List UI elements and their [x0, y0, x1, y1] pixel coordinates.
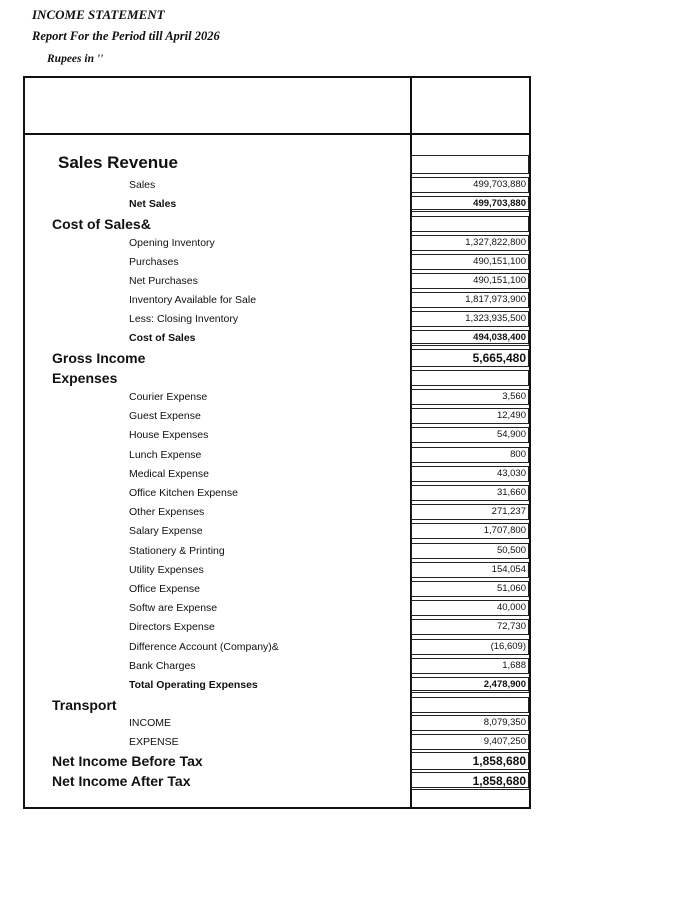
line-item-amount: 8,079,350 — [411, 715, 529, 731]
line-item-amount: 490,151,100 — [411, 273, 529, 289]
line-item-label: Other Expenses — [129, 506, 205, 519]
line-item-label: Purchases — [129, 256, 179, 268]
section-expenses — [0, 369, 680, 387]
line-item-less-closing-inventory — [0, 310, 680, 328]
line-item-label: EXPENSE — [129, 736, 179, 748]
line-item-income — [0, 714, 680, 732]
line-item-label: Sales — [129, 179, 156, 191]
line-item-amount: 3,560 — [411, 389, 529, 405]
empty-cell — [411, 216, 529, 232]
section-gross-income-label: Gross Income — [52, 350, 146, 366]
line-item-amount: 1,688 — [411, 658, 529, 674]
line-item-difference-account-company — [0, 638, 680, 656]
line-item-amount: (16,609) — [411, 639, 529, 655]
line-item-label: Difference Account (Company)& — [129, 640, 279, 653]
section-expenses-label: Expenses — [52, 370, 118, 386]
line-item-office-kitchen-expense — [0, 484, 680, 502]
line-item-amount: 9,407,250 — [411, 734, 529, 750]
line-item-label: Inventory Available for Sale — [129, 294, 257, 306]
line-item-amount: 1,323,935,500 — [411, 311, 529, 327]
line-item-utility-expenses — [0, 561, 680, 579]
line-item-amount: 2,478,900 — [411, 677, 529, 693]
line-item-label: Stationery & Printing — [129, 544, 225, 557]
line-item-label: Opening Inventory — [129, 237, 215, 249]
line-item-amount: 54,900 — [411, 427, 529, 443]
line-item-purchases — [0, 253, 680, 271]
line-item-label: Softw are Expense — [129, 602, 218, 615]
line-item-label: Bank Charges — [129, 659, 196, 672]
line-item-sales — [0, 176, 680, 194]
line-item-opening-inventory — [0, 234, 680, 252]
line-item-expense — [0, 733, 680, 751]
line-item-house-expenses — [0, 426, 680, 444]
line-item-bank-charges — [0, 657, 680, 675]
line-item-amount: 800 — [411, 447, 529, 463]
section-gross-income-amount: 5,665,480 — [411, 349, 529, 367]
line-item-amount: 31,660 — [411, 485, 529, 501]
line-item-amount: 490,151,100 — [411, 254, 529, 270]
header-divider — [25, 133, 529, 135]
line-item-softw-are-expense — [0, 599, 680, 617]
line-item-amount: 494,038,400 — [411, 330, 529, 346]
line-item-label: Cost of Sales — [129, 332, 196, 344]
statement-title: INCOME STATEMENT — [32, 7, 165, 22]
net-income-before-tax — [0, 752, 680, 770]
section-cost-of-sales-label: Cost of Sales& — [52, 216, 151, 232]
line-item-label: Courier Expense — [129, 391, 208, 403]
currency-unit: Rupees in '' — [47, 53, 104, 65]
line-item-amount: 40,000 — [411, 600, 529, 616]
line-item-label: Guest Expense — [129, 410, 201, 423]
section-transport — [0, 696, 680, 714]
line-item-courier-expense — [0, 388, 680, 406]
line-item-inventory-available-for-sale — [0, 291, 680, 309]
line-item-label: Lunch Expense — [129, 448, 202, 461]
line-item-label: House Expenses — [129, 429, 209, 442]
line-item-other-expenses — [0, 503, 680, 521]
net-income-before-tax-amount: 1,858,680 — [411, 752, 529, 770]
line-item-cost-of-sales — [0, 329, 680, 347]
line-item-amount: 499,703,880 — [411, 177, 529, 193]
line-item-label: Total Operating Expenses — [129, 679, 258, 691]
line-item-label: INCOME — [129, 717, 171, 729]
line-item-amount: 72,730 — [411, 619, 529, 635]
line-item-label: Utility Expenses — [129, 563, 204, 576]
line-item-label: Net Sales — [129, 198, 177, 210]
line-item-label: Less: Closing Inventory — [129, 313, 239, 325]
report-period: Report For the Period till April 2026 — [32, 29, 220, 43]
line-item-amount: 1,817,973,900 — [411, 292, 529, 308]
line-item-amount: 271,237 — [411, 504, 529, 520]
line-item-total-operating-expenses — [0, 676, 680, 694]
line-item-label: Net Purchases — [129, 275, 198, 287]
line-item-directors-expense — [0, 618, 680, 636]
section-cost-of-sales — [0, 215, 680, 233]
line-item-guest-expense — [0, 407, 680, 425]
section-sales-revenue — [0, 155, 680, 173]
section-gross-income — [0, 349, 680, 367]
line-item-salary-expense — [0, 522, 680, 540]
line-item-amount: 12,490 — [411, 408, 529, 424]
line-item-medical-expense — [0, 465, 680, 483]
line-item-office-expense — [0, 580, 680, 598]
line-item-net-sales — [0, 195, 680, 213]
line-item-amount: 43,030 — [411, 466, 529, 482]
line-item-amount: 154,054 — [411, 562, 529, 578]
line-item-amount: 50,500 — [411, 543, 529, 559]
net-income-before-tax-label: Net Income Before Tax — [52, 753, 203, 769]
line-item-net-purchases — [0, 272, 680, 290]
net-income-after-tax — [0, 772, 680, 790]
line-item-amount: 51,060 — [411, 581, 529, 597]
line-item-label: Salary Expense — [129, 525, 203, 538]
line-item-label: Directors Expense — [129, 621, 215, 634]
line-item-amount: 499,703,880 — [411, 196, 529, 212]
line-item-label: Office Expense — [129, 583, 201, 595]
line-item-amount: 1,707,800 — [411, 523, 529, 539]
line-item-amount: 1,327,822,800 — [411, 235, 529, 251]
line-item-label: Office Kitchen Expense — [129, 487, 238, 499]
empty-cell — [411, 697, 529, 713]
line-item-label: Medical Expense — [129, 467, 209, 480]
line-item-stationery-printing — [0, 542, 680, 560]
empty-cell — [411, 370, 529, 386]
section-sales-revenue-label: Sales Revenue — [58, 153, 179, 172]
line-item-lunch-expense — [0, 446, 680, 464]
net-income-after-tax-amount: 1,858,680 — [411, 772, 529, 790]
net-income-after-tax-label: Net Income After Tax — [52, 773, 191, 789]
section-transport-label: Transport — [52, 697, 117, 713]
